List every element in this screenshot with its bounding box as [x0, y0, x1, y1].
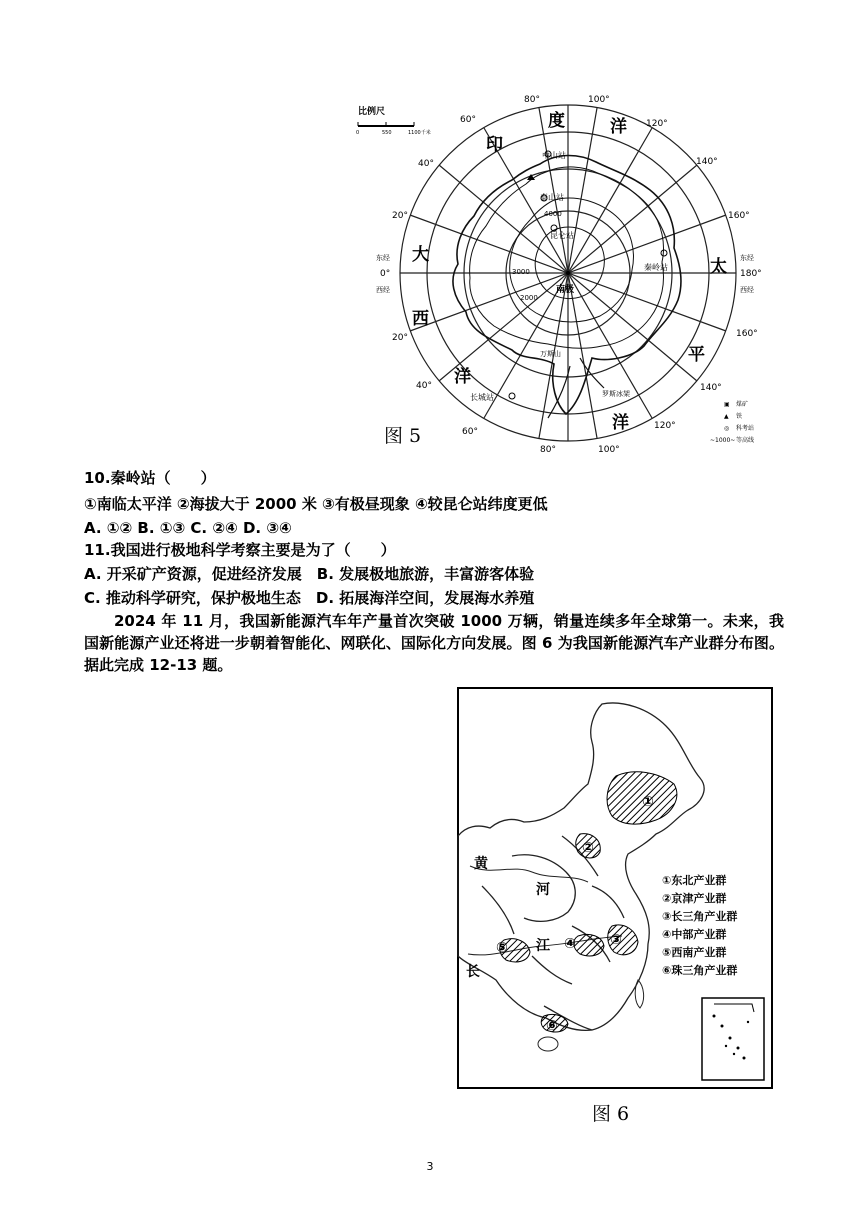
label-east-left: 东经 [376, 254, 390, 262]
lon-bottom-60: 60° [462, 427, 478, 437]
lon-top-80: 80° [524, 95, 540, 105]
legend-cluster-5: ⑤西南产业群 [662, 946, 727, 959]
lon-top-160: 160° [728, 211, 750, 221]
question-10-options: ①南临太平洋 ②海拔大于 2000 米 ③有极昼现象 ④较昆仑站纬度更低 [84, 495, 548, 513]
station-taishan: 泰山站 [540, 193, 564, 202]
figure-5 [344, 88, 774, 458]
qinling-station-icon [661, 250, 667, 256]
ocean-char-yang-2: 洋 [454, 367, 471, 387]
changcheng-station-icon [509, 393, 515, 399]
scale-label: 比例尺 [358, 107, 386, 117]
label-vance-mountain: 万斯山 [540, 350, 561, 358]
label-180: 180° [740, 269, 762, 279]
lon-left-40w: 40° [416, 381, 432, 391]
station-kunlun: 昆仑站 [550, 231, 574, 240]
lon-top-100: 100° [588, 95, 610, 105]
figure6-caption: 图 6 [592, 1103, 630, 1125]
page-number: 3 [426, 1160, 434, 1173]
marker-3: ③ [610, 932, 622, 948]
ocean-char-du: 度 [548, 111, 565, 131]
ocean-char-xi: 西 [412, 309, 429, 329]
marker-1: ① [642, 794, 654, 810]
legend-station: 科考站 [736, 425, 755, 432]
lon-left-40: 40° [418, 159, 434, 169]
river-char-jiang: 江 [536, 938, 550, 954]
scale-tick-0: 0 [356, 130, 360, 136]
lon-bottom-80: 80° [540, 445, 556, 455]
question-11-choices-cd: C. 推动科学研究，保护极地生态 D. 拓展海洋空间，发展海水养殖 [84, 589, 535, 607]
ocean-char-ping: 平 [688, 345, 705, 365]
china-nev-map [452, 686, 780, 1126]
station-zhongshan: 中山站 [542, 151, 566, 160]
figure5-legend [710, 400, 754, 444]
label-zero: 0° [380, 269, 391, 279]
question-10-choices: A. ①② B. ①③ C. ②④ D. ③④ [84, 519, 292, 537]
scale-tick-1: 550 [382, 130, 392, 136]
antarctica-map [344, 88, 774, 458]
legend-station-icon: ◎ [724, 425, 730, 432]
contour-2000: 2000 [520, 294, 538, 302]
lon-top-120: 120° [646, 119, 668, 129]
legend-cluster-3: ③长三角产业群 [662, 910, 738, 923]
south-china-sea-inset [702, 998, 764, 1080]
scale-tick-2: 1100千米 [408, 130, 431, 136]
legend-cluster-1: ①东北产业群 [662, 874, 727, 887]
context-paragraph [84, 610, 784, 676]
marker-5: ⑤ [496, 940, 508, 956]
legend-coal-icon: ▣ [724, 401, 730, 408]
label-west-right: 西经 [740, 286, 754, 294]
ocean-char-da: 大 [412, 245, 429, 265]
question-10-stem: 10.秦岭站（ ） [84, 469, 216, 487]
lon-bottom-100: 100° [598, 445, 620, 455]
lon-bottom-160: 160° [736, 329, 758, 339]
lon-top-140: 140° [696, 157, 718, 167]
marker-4: ④ [564, 936, 576, 952]
lon-left-20: 20° [392, 211, 408, 221]
legend-iron-icon: ▲ [724, 413, 729, 420]
question-11-choices-ab: A. 开采矿产资源，促进经济发展 B. 发展极地旅游，丰富游客体验 [84, 565, 535, 583]
station-qinling: 秦岭站 [644, 263, 668, 272]
legend-coal: 煤矿 [736, 401, 749, 408]
legend-contour: 等高线 [736, 437, 755, 444]
marker-6: ⑥ [546, 1018, 558, 1034]
contour-4000: 4000 [544, 210, 562, 218]
river-char-huang: 黄 [474, 856, 488, 872]
legend-cluster-2: ②京津产业群 [662, 892, 727, 905]
ocean-char-yang-1: 洋 [610, 117, 627, 137]
river-char-chang: 长 [466, 964, 480, 980]
lon-left-20w: 20° [392, 333, 408, 343]
river-char-he: 河 [536, 882, 550, 898]
marker-2: ② [582, 840, 594, 856]
question-11-stem: 11.我国进行极地科学考察主要是为了（ ） [84, 541, 396, 559]
ocean-char-yang-3: 洋 [612, 413, 629, 433]
contour-3000: 3000 [512, 268, 530, 276]
legend-cluster-4: ④中部产业群 [662, 928, 727, 941]
station-changcheng: 长城站 [470, 393, 494, 402]
label-ross-ice-shelf: 罗斯冰架 [602, 390, 630, 398]
legend-cluster-6: ⑥珠三角产业群 [662, 964, 738, 977]
figure-6 [452, 686, 780, 1126]
lon-bottom-120: 120° [654, 421, 676, 431]
legend-iron: 铁 [736, 413, 743, 420]
ocean-char-yin: 印 [486, 135, 503, 155]
ocean-char-tai: 太 [710, 257, 727, 277]
figure5-caption: 图 5 [384, 425, 422, 447]
south-pole-label: 南极 [556, 285, 575, 295]
lon-left-60: 60° [460, 115, 476, 125]
context-paragraph-text: 2024 年 11 月，我国新能源汽车年产量首次突破 1000 万辆，销量连续多年全球第一。未来，我国新能源产业还将进一步朝着智能化、网联化、国际化方向发展。图 6 为我国新能源汽车产业群分布图。据此完成 12-13 题。 [84, 612, 784, 674]
lon-bottom-140: 140° [700, 383, 722, 393]
legend-contour-icon: ~1000~ [710, 437, 736, 444]
label-east-right: 东经 [740, 254, 754, 262]
label-west-left: 西经 [376, 286, 390, 294]
